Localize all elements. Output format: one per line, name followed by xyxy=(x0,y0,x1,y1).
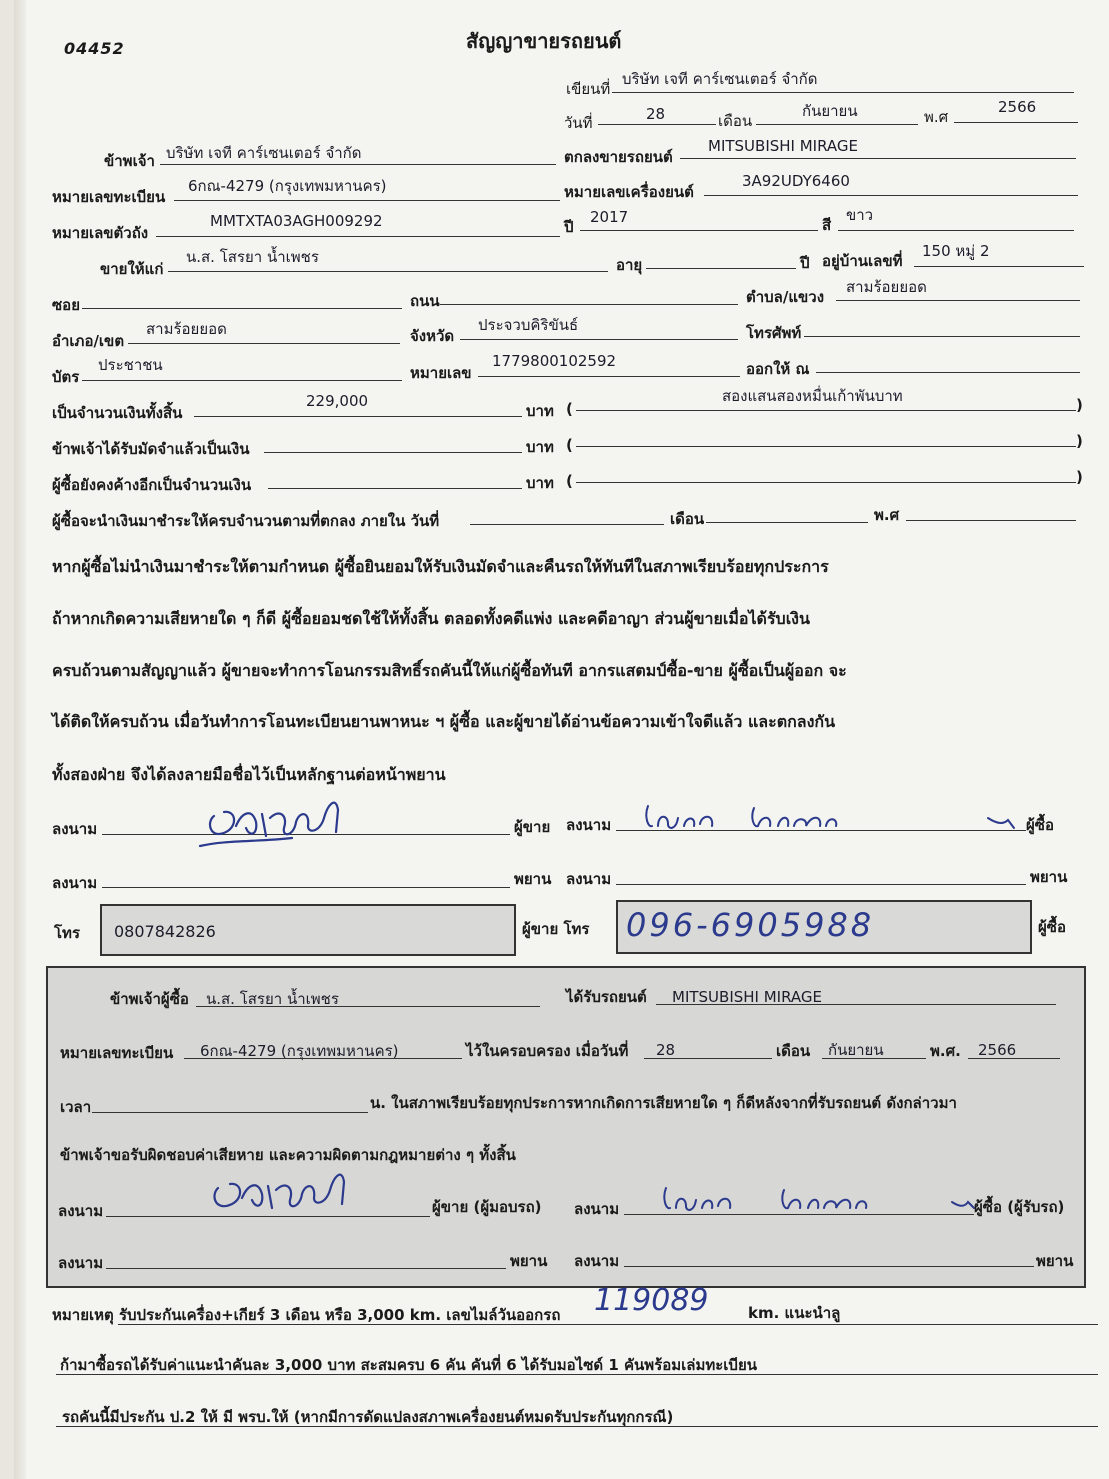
sell-to-line xyxy=(168,271,608,272)
total-label: เป็นจำนวนเงินทั้งสิ้น xyxy=(52,404,183,422)
receipt-witness2-role-label: พยาน xyxy=(1036,1252,1074,1270)
phone-line xyxy=(804,336,1080,337)
receipt-seller-sign-label: ลงนาม xyxy=(58,1202,104,1220)
year-line xyxy=(954,122,1078,123)
total-words: สองแสนสองหมื่นเก้าพันบาท xyxy=(722,387,903,405)
remaining-words-line xyxy=(576,482,1076,483)
due-month-line xyxy=(706,522,868,523)
i-value: บริษัท เจที คาร์เซนเตอร์ จำกัด xyxy=(166,144,362,162)
receipt-witness1-role-label: พยาน xyxy=(510,1252,548,1270)
deposit-label: ข้าพเจ้าได้รับมัดจำแล้วเป็นเงิน xyxy=(52,440,250,458)
soi-label: ซอย xyxy=(52,296,80,314)
receipt-date-value: 28 xyxy=(656,1041,676,1059)
age-line xyxy=(646,268,796,269)
receipt-received-line xyxy=(656,1004,1056,1005)
remaining-baht: บาท xyxy=(526,474,554,492)
age-label: อายุ xyxy=(616,256,643,274)
remarks-line-2: ก้ามาซื้อรถได้รับค่าแนะนำคันละ 3,000 บาท สะสมครบ 6 คัน คันที่ 6 ได้รับมอไซด์ 1 คันพร้อมเล่มทะเบียน xyxy=(60,1356,757,1374)
year-label: พ.ศ xyxy=(924,108,949,126)
due-year-line xyxy=(906,520,1076,521)
receipt-month-line xyxy=(822,1058,926,1059)
deposit-paren-open: ( xyxy=(566,436,573,454)
deposit-words-line xyxy=(576,446,1076,447)
due-year-label: พ.ศ xyxy=(874,506,900,524)
buyer-sign-label: ลงนาม xyxy=(566,816,612,834)
paper-fold xyxy=(14,0,26,1479)
province-value: ประจวบคิริขันธ์ xyxy=(478,316,579,334)
receipt-seller-signature xyxy=(204,1158,354,1220)
month-value: กันยายน xyxy=(802,102,858,120)
receipt-time-label: เวลา xyxy=(60,1098,92,1116)
card-line xyxy=(82,380,402,381)
sell-to-label: ขายให้แก่ xyxy=(100,260,164,278)
remarks-line-1: หมายเหตุ รับประกันเครื่อง+เกียร์ 3 เดือน หรือ 3,000 km. เลขไมล์วันออกรถ xyxy=(52,1306,561,1324)
seller-role-label: ผู้ขาย xyxy=(514,818,551,836)
receipt-witness2-sign-label: ลงนาม xyxy=(574,1252,620,1270)
phone-label: โทรศัพท์ xyxy=(746,324,802,342)
receipt-witness1-sign-line xyxy=(106,1268,506,1269)
engine-label: หมายเลขเครื่องยนต์ xyxy=(564,183,694,201)
buyer-phone-role-label: ผู้ซื้อ xyxy=(1038,918,1066,936)
remaining-line xyxy=(268,488,522,489)
year-made-label: ปี xyxy=(564,218,574,236)
receipt-reg-label: หมายเลขทะเบียน xyxy=(60,1044,174,1062)
buyer-signature xyxy=(642,796,852,836)
receipt-month-label: เดือน xyxy=(776,1042,811,1060)
due-day-line xyxy=(470,524,664,525)
terms-line-4: ได้ติดให้ครบถ้วน เมื่อวันทำการโอนทะเบียนยานพาหนะ ฯ ผู้ซื้อ และผู้ขายได้อ่านข้อความเข้าใจดีแล้ว และตกลงกัน xyxy=(52,712,836,731)
witness1-sign-label: ลงนาม xyxy=(52,874,98,892)
i-line xyxy=(160,164,556,165)
agree-value: MITSUBISHI MIRAGE xyxy=(708,137,859,155)
district-line xyxy=(128,343,400,344)
document-title: สัญญาขายรถยนต์ xyxy=(466,29,622,53)
chassis-label: หมายเลขตัวถัง xyxy=(52,224,149,242)
seller-phone-value: 0807842826 xyxy=(114,922,216,941)
deposit-baht: บาท xyxy=(526,438,554,456)
receipt-reg-value: 6กณ-4279 (กรุงเทพมหานคร) xyxy=(200,1042,399,1060)
terms-line-5: ทั้งสองฝ่าย จึงได้ลงลายมือชื่อไว้เป็นหลักฐานต่อหน้าพยาน xyxy=(52,765,446,784)
color-line xyxy=(838,230,1074,231)
date-value: 28 xyxy=(646,105,666,123)
subdistrict-label: ตำบล/แขวง xyxy=(746,288,825,306)
seller-phone-role-label: ผู้ขาย โทร xyxy=(522,920,590,938)
receipt-year-line xyxy=(968,1058,1060,1059)
written-at-line xyxy=(612,92,1074,93)
terms-line-1: หากผู้ซื้อไม่นำเงินมาชำระให้ตามกำหนด ผู้ซื้อยินยอมให้รับเงินมัดจำและคืนรถให้ทันทีในสภาพเรียบร้อยทุกประการ xyxy=(52,557,829,576)
seller-phone-label: โทร xyxy=(54,924,81,942)
receipt-witness2-sign-line xyxy=(624,1266,1034,1267)
witness2-sign-line xyxy=(616,884,1026,885)
number-line xyxy=(478,376,740,377)
remarks-mileage: 119089 xyxy=(594,1283,709,1318)
due-label: ผู้ซื้อจะนำเงินมาชำระให้ครบจำนวนตามที่ตกลง ภายใน วันที่ xyxy=(52,512,440,530)
receipt-time-text: น. ในสภาพเรียบร้อยทุกประการหากเกิดการเสียหายใด ๆ ก็ดีหลังจากที่รับรถยนต์ ดังกล่าวมา xyxy=(370,1094,957,1112)
deposit-line xyxy=(264,452,522,453)
sell-to-value: น.ส. โสรยา น้ำเพชร xyxy=(186,248,319,266)
road-label: ถนน xyxy=(410,292,440,310)
subdistrict-value: สามร้อยยอด xyxy=(846,278,927,296)
terms-line-2: ถ้าหากเกิดความเสียหายใด ๆ ก็ดี ผู้ซื้อยอมชดใช้ให้ทั้งสิ้น ตลอดทั้งคดีแพ่ง และคดีอาญา ส่วนผู้ขายเมื่อได้รับเงิน xyxy=(52,609,810,628)
issued-line xyxy=(816,372,1080,373)
engine-value: 3A92UDY6460 xyxy=(742,172,850,190)
receipt-seller-role-label: ผู้ขาย (ผู้มอบรถ) xyxy=(432,1198,542,1216)
year-made-line xyxy=(580,230,818,231)
receipt-received-label: ได้รับรถยนต์ xyxy=(566,988,647,1006)
receipt-year-value: 2566 xyxy=(978,1041,1017,1059)
agree-label: ตกลงขายรถยนต์ xyxy=(564,148,673,166)
district-value: สามร้อยยอด xyxy=(146,320,227,338)
year-made-value: 2017 xyxy=(590,208,629,226)
year-value: 2566 xyxy=(998,98,1037,116)
month-label: เดือน xyxy=(718,112,753,130)
card-label: บัตร xyxy=(52,368,80,386)
issued-label: ออกให้ ณ xyxy=(746,360,810,378)
total-words-line xyxy=(576,410,1076,411)
house-label: อยู่บ้านเลขที่ xyxy=(822,252,903,270)
reg-label: หมายเลขทะเบียน xyxy=(52,188,166,206)
receipt-buyer-label: ข้าพเจ้าผู้ซื้อ xyxy=(110,990,189,1008)
due-month-label: เดือน xyxy=(670,510,705,528)
buyer-phone-value: 096-6905988 xyxy=(626,906,875,944)
chassis-value: MMTXTA03AGH009292 xyxy=(210,212,383,230)
remaining-label: ผู้ซื้อยังคงค้างอีกเป็นจำนวนเงิน xyxy=(52,476,252,494)
chassis-line xyxy=(156,236,560,237)
road-line xyxy=(440,304,738,305)
remaining-paren-open: ( xyxy=(566,472,573,490)
receipt-received-value: MITSUBISHI MIRAGE xyxy=(672,988,823,1006)
witness1-sign-line xyxy=(102,887,510,888)
witness1-role-label: พยาน xyxy=(514,870,552,888)
age-unit: ปี xyxy=(800,254,810,272)
total-paren-open: ( xyxy=(566,400,573,418)
house-value: 150 หมู่ 2 xyxy=(922,242,990,260)
buyer-role-label: ผู้ซื้อ xyxy=(1026,816,1054,834)
deposit-paren-close: ) xyxy=(1076,432,1083,450)
remarks-line-3-rule xyxy=(56,1426,1098,1427)
receipt-buyer-value: น.ส. โสรยา น้ำเพชร xyxy=(206,990,339,1008)
soi-line xyxy=(82,308,402,309)
card-value: ประชาชน xyxy=(98,356,163,374)
receipt-buyer-sign-label: ลงนาม xyxy=(574,1200,620,1218)
house-line xyxy=(914,266,1084,267)
district-label: อำเภอ/เขต xyxy=(52,332,125,350)
province-line xyxy=(460,339,738,340)
receipt-buyer-signature xyxy=(660,1180,880,1216)
buyer-sign-tick-mark xyxy=(984,812,1024,832)
province-label: จังหวัด xyxy=(410,327,455,345)
total-paren-close: ) xyxy=(1076,396,1083,414)
i-label: ข้าพเจ้า xyxy=(104,152,155,170)
seller-signature xyxy=(196,782,356,854)
month-line xyxy=(756,124,918,125)
document-number: 04452 xyxy=(64,39,125,58)
witness2-sign-label: ลงนาม xyxy=(566,870,612,888)
written-at-label: เขียนที่ xyxy=(566,80,611,98)
total-value: 229,000 xyxy=(306,392,369,410)
agree-line xyxy=(680,158,1076,159)
receipt-buyer-role-label: ผู้ซื้อ (ผู้รับรถ) xyxy=(974,1198,1065,1216)
engine-line xyxy=(704,195,1078,196)
remarks-line-1-rule xyxy=(118,1324,1098,1325)
number-label: หมายเลข xyxy=(410,364,472,382)
witness2-role-label: พยาน xyxy=(1030,868,1068,886)
remarks-line-1-end: km. แนะนำลู xyxy=(748,1304,841,1322)
number-value: 1779800102592 xyxy=(492,352,617,370)
color-label: สี xyxy=(822,216,832,234)
vehicle-receipt-box xyxy=(46,966,1086,1288)
receipt-buyer-line xyxy=(196,1006,540,1007)
date-label: วันที่ xyxy=(564,114,593,132)
written-at-value: บริษัท เจที คาร์เซนเตอร์ จำกัด xyxy=(622,70,818,88)
reg-value: 6กณ-4279 (กรุงเทพมหานคร) xyxy=(188,177,387,195)
receipt-witness1-sign-label: ลงนาม xyxy=(58,1254,104,1272)
receipt-time-line xyxy=(92,1112,368,1113)
receipt-reg-line xyxy=(184,1058,462,1059)
remaining-paren-close: ) xyxy=(1076,468,1083,486)
color-value: ขาว xyxy=(846,206,874,224)
receipt-date-line xyxy=(644,1058,772,1059)
receipt-possession-label: ไว้ในครอบครอง เมื่อวันที่ xyxy=(466,1042,629,1060)
remarks-line-3: รถคันนี้มีประกัน ป.2 ให้ มี พรบ.ให้ (หากมีการดัดแปลงสภาพเครื่องยนต์หมดรับประกันทุกกรณี) xyxy=(62,1408,674,1426)
total-baht: บาท xyxy=(526,402,554,420)
subdistrict-line xyxy=(836,300,1080,301)
remarks-line-2-rule xyxy=(56,1374,1098,1375)
date-line xyxy=(598,124,716,125)
total-line xyxy=(194,416,522,417)
receipt-responsibility: ข้าพเจ้าขอรับผิดชอบค่าเสียหาย และความผิดตามกฎหมายต่าง ๆ ทั้งสิ้น xyxy=(60,1146,516,1164)
receipt-year-label: พ.ศ. xyxy=(930,1042,961,1060)
seller-sign-label: ลงนาม xyxy=(52,820,98,838)
reg-line xyxy=(174,200,560,201)
terms-line-3: ครบถ้วนตามสัญญาแล้ว ผู้ขายจะทำการโอนกรรมสิทธิ์รถคันนี้ให้แก่ผู้ซื้อทันที อากรแสตมป์ซื้อ-ขาย ผู้ซื้อเป็นผู้ออก จะ xyxy=(52,661,847,680)
receipt-month-value: กันยายน xyxy=(828,1041,884,1059)
